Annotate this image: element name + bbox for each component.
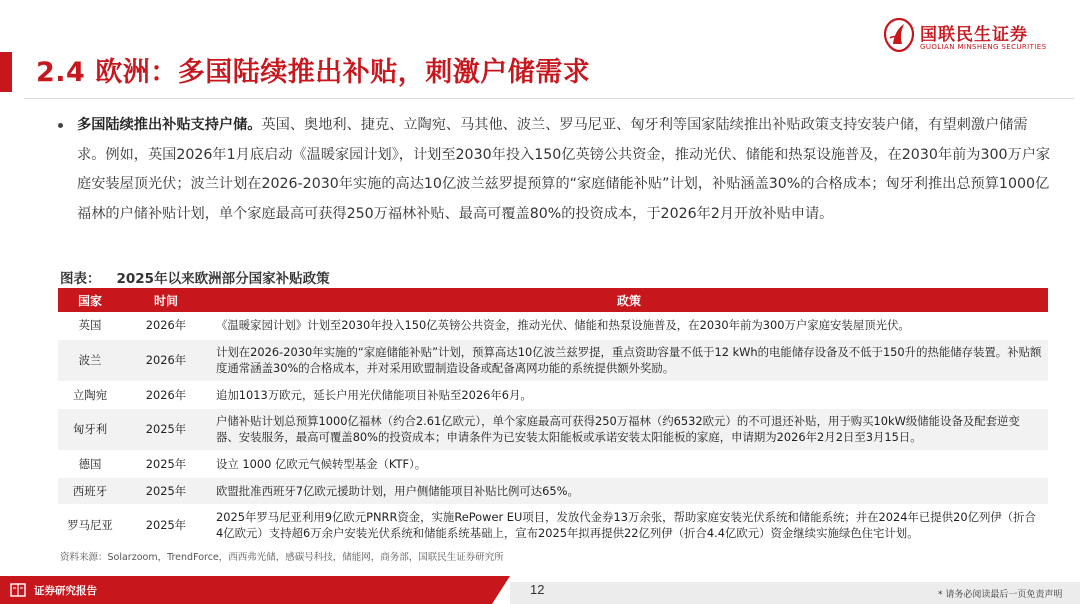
brand-logo xyxy=(884,18,1074,54)
cell-time: 2026年 xyxy=(122,381,210,408)
figure-caption xyxy=(60,267,330,287)
bullet-body: 英国、奥地利、捷克、立陶宛、马其他、波兰、罗马尼亚、匈牙利等国家陆续推出补贴政策支持安装户储，有望刺激户储需求。例如，英国2026年1月底启动《温暖家园计划》，计划至2030年投入150亿英镑公共资金，推动光伏、储能和热泵设施普及，在2030年前为300万户家庭安装屋顶光伏；波兰计划在2026-2030年实施的高达10亿波兰兹罗提预算的“家庭储能补贴”计划，补贴涵盖30%的合格成本；匈牙利推出总预算1000亿福林的户储补贴计划，单个家庭最高可获得250万福林补贴、最高可覆盖80%的投资成本，于2026年2月开放补贴申请。 xyxy=(77,117,1051,222)
table-row xyxy=(58,339,1048,381)
cell-country: 波兰 xyxy=(58,339,122,381)
disclaimer-note: * 请务必阅读最后一页免责声明 xyxy=(938,590,1063,600)
title-accent-bar xyxy=(0,52,12,92)
header-policy: 政策 xyxy=(210,288,1048,312)
cell-time: 2025年 xyxy=(122,408,210,450)
cell-country: 罗马尼亚 xyxy=(58,504,122,546)
cell-country: 西班牙 xyxy=(58,477,122,504)
table-row xyxy=(58,504,1048,546)
footer-report-label: 证券研究报告 xyxy=(34,585,97,597)
cell-policy: 计划在2026-2030年实施的“家庭储能补贴”计划，预算高达10亿波兰兹罗提，重点资助容量不低于12 kWh的电能储存设备及不低于150升的热能储存装置。补贴额度通常涵盖30%的合格成本，并对采用欧盟制造设备或配备离网功能的系统提供额外奖励。 xyxy=(210,339,1048,381)
title-divider xyxy=(24,98,1074,99)
figure-title: 2025年以来欧洲部分国家补贴政策 xyxy=(116,271,330,287)
cell-policy: 追加1013万欧元，延长户用光伏储能项目补贴至2026年6月。 xyxy=(210,381,1048,408)
cell-policy: 欧盟批准西班牙7亿欧元援助计划，用户侧储能项目补贴比例可达65%。 xyxy=(210,477,1048,504)
footer xyxy=(0,576,1080,604)
footer-red-slant xyxy=(492,576,510,604)
source-note: 资料来源：Solarzoom，TrendForce，西西弗光储，感碳号科技，储能网，商务部，国联民生证券研究所 xyxy=(60,552,504,563)
figure-label: 图表： xyxy=(60,271,101,287)
brand-name-cn: 国联民生证券 xyxy=(920,25,1028,45)
cell-country: 英国 xyxy=(58,312,122,339)
cell-time: 2025年 xyxy=(122,477,210,504)
cell-time: 2025年 xyxy=(122,450,210,477)
table-row xyxy=(58,408,1048,450)
cell-time: 2025年 xyxy=(122,504,210,546)
cell-country: 立陶宛 xyxy=(58,381,122,408)
table-row xyxy=(58,312,1048,339)
table-row xyxy=(58,477,1048,504)
cell-country: 德国 xyxy=(58,450,122,477)
report-book-icon xyxy=(10,583,26,597)
bullet-icon xyxy=(58,123,63,128)
cell-policy: 户储补贴计划总预算1000亿福林（约合2.61亿欧元），单个家庭最高可获得250万福林（约6532欧元）的不可退还补贴，用于购买10kW级储能设备及配套逆变器、安装服务，最高可覆盖80%的投资成本；申请条件为已安装太阳能板或承诺安装太阳能板的家庭，申请期为2026年2月2日至3月15日。 xyxy=(210,408,1048,450)
bullet-paragraph xyxy=(77,111,1052,229)
page-number: 12 xyxy=(530,582,545,597)
bullet-lead: 多国陆续推出补贴支持户储。 xyxy=(77,117,262,133)
cell-time: 2026年 xyxy=(122,339,210,381)
header-country: 国家 xyxy=(58,288,122,312)
cell-policy: 设立 1000 亿欧元气候转型基金（KTF）。 xyxy=(210,450,1048,477)
table-header-row xyxy=(58,288,1048,312)
brand-logo-icon xyxy=(884,18,914,52)
cell-policy: 2025年罗马尼亚利用9亿欧元PNRR资金，实施RePower EU项目，发放代金券13万余张，帮助家庭安装光伏系统和储能系统；并在2024年已提供20亿列伊（折合4亿欧元）支持超6万余户安装光伏系统和储能系统基础上，宣布2025年拟再提供22亿列伊（折合4.4亿欧元）资金继续实施绿色住宅计划。 xyxy=(210,504,1048,546)
cell-policy: 《温暖家园计划》计划至2030年投入150亿英镑公共资金，推动光伏、储能和热泵设施普及，在2030年前为300万户家庭安装屋顶光伏。 xyxy=(210,312,1048,339)
cell-time: 2026年 xyxy=(122,312,210,339)
table-row xyxy=(58,381,1048,408)
table-row xyxy=(58,450,1048,477)
cell-country: 匈牙利 xyxy=(58,408,122,450)
policy-table xyxy=(58,288,1048,547)
header-time: 时间 xyxy=(122,288,210,312)
page-title: 2.4 欧洲：多国陆续推出补贴，刺激户储需求 xyxy=(36,57,591,88)
brand-name-en: GUOLIAN MINSHENG SECURITIES xyxy=(920,43,1047,51)
